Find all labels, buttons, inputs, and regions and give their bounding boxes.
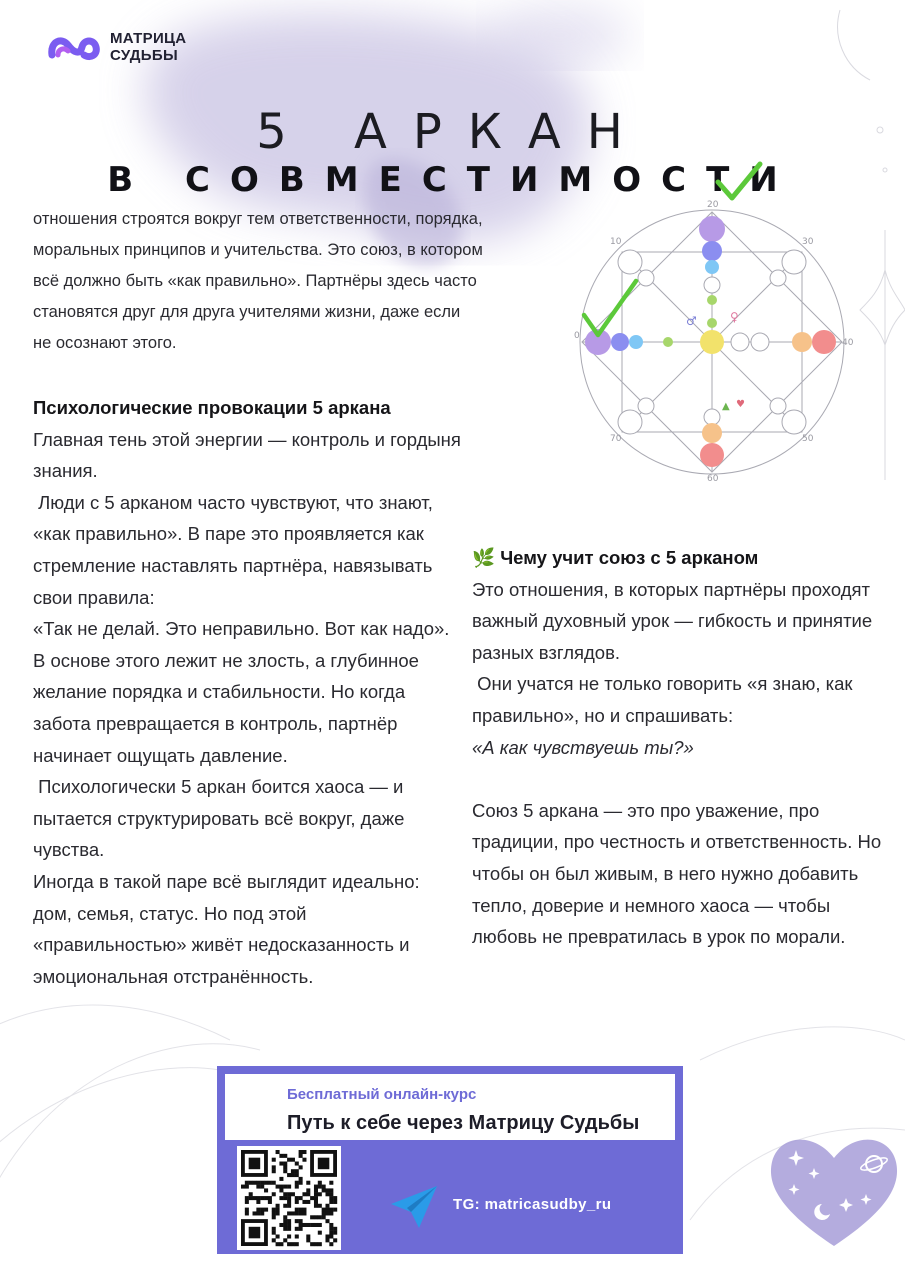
degree-label: 20: [707, 200, 719, 210]
telegram-icon[interactable]: [389, 1184, 439, 1230]
degree-label: 0: [574, 331, 580, 341]
section-heading: Психологические провокации 5 аркана: [33, 397, 391, 418]
paragraph: В основе этого лежит не злость, а глубинное желание порядка и стабильности. Но когда забота превращается в контроль, партнёр начинает ощущать давление.: [33, 649, 425, 766]
check-icon: [584, 281, 636, 335]
svg-text:▲: ▲: [722, 401, 730, 412]
quote: «А как чувствуешь ты?»: [472, 736, 694, 758]
page-title: 5 АРКАН: [256, 104, 649, 160]
qr-code-image: [237, 1146, 341, 1250]
degree-label: 10: [610, 237, 622, 247]
page-subtitle: В СОВМЕСТИМОСТИ: [107, 160, 798, 200]
paragraph: Психологически 5 аркан боится хаоса — и пытается структурировать всё вокруг, даже чувства.: [33, 776, 410, 861]
paragraph: Главная тень этой энергии — контроль и гордыня знания.: [33, 428, 467, 482]
section-heading: [472, 542, 897, 574]
paragraph: Это отношения, в которых партнёры проходят важный духовный урок — гибкость и принятие разных взглядов.: [472, 578, 878, 663]
banner-header: [225, 1074, 675, 1140]
paragraph: Они учатся не только говорить «я знаю, как правильно», но и спрашивать:: [472, 673, 858, 726]
degree-label: 30: [802, 237, 814, 247]
logo-icon: [48, 33, 100, 61]
degree-label: 70: [610, 434, 622, 444]
right-column: [472, 542, 897, 953]
herb-icon: 🌿: [472, 547, 496, 568]
paragraph: Иногда в такой паре всё выглядит идеально: дом, семья, статус. Но под этой «правильностью» живёт недосказанность и эмоциональная отстранённость.: [33, 870, 425, 987]
destiny-matrix-diagram: [570, 195, 860, 495]
degree-label: 40: [842, 338, 854, 348]
svg-text:♀: ♀: [730, 310, 739, 324]
brand-line-1: МАТРИЦА: [110, 30, 187, 47]
qr-code[interactable]: [237, 1146, 341, 1250]
brand-logo[interactable]: [48, 30, 186, 64]
paragraph: «Так не делай. Это неправильно. Вот как надо».: [33, 618, 450, 640]
svg-text:♂: ♂: [686, 314, 697, 328]
heart-decoration: [766, 1128, 902, 1250]
section-heading-text: Чему учит союз с 5 арканом: [500, 547, 759, 568]
telegram-link[interactable]: TG: matricasudby_ru: [453, 1196, 612, 1213]
svg-text:♥: ♥: [736, 399, 745, 410]
degree-label: 50: [802, 434, 814, 444]
course-banner[interactable]: [217, 1066, 683, 1254]
degree-label: 60: [707, 474, 719, 484]
left-column: [33, 392, 467, 992]
intro-paragraph: отношения строятся вокруг тем ответственности, порядка, моральных принципов и учительства. Это союз, в котором всё должно быть «как правильно». Партнёры здесь часто становятся друг для друга учителями жизни, даже если не осознают этого.: [33, 210, 483, 352]
paragraph: Люди с 5 арканом часто чувствуют, что знают, «как правильно». В паре это проявляется как стремление наставлять партнёра, навязывать свои правила:: [33, 491, 439, 608]
banner-subtitle: Бесплатный онлайн-курс: [287, 1086, 477, 1103]
brand-line-2: СУДЬБЫ: [110, 47, 178, 64]
banner-title: Путь к себе через Матрицу Судьбы: [287, 1112, 640, 1134]
paragraph: Союз 5 аркана — это про уважение, про традиции, про честность и ответственность. Но чтобы он был живым, в него нужно добавить тепло, доверие и немного хаоса — чтобы любовь не превратилась в урок по морали.: [472, 799, 887, 948]
